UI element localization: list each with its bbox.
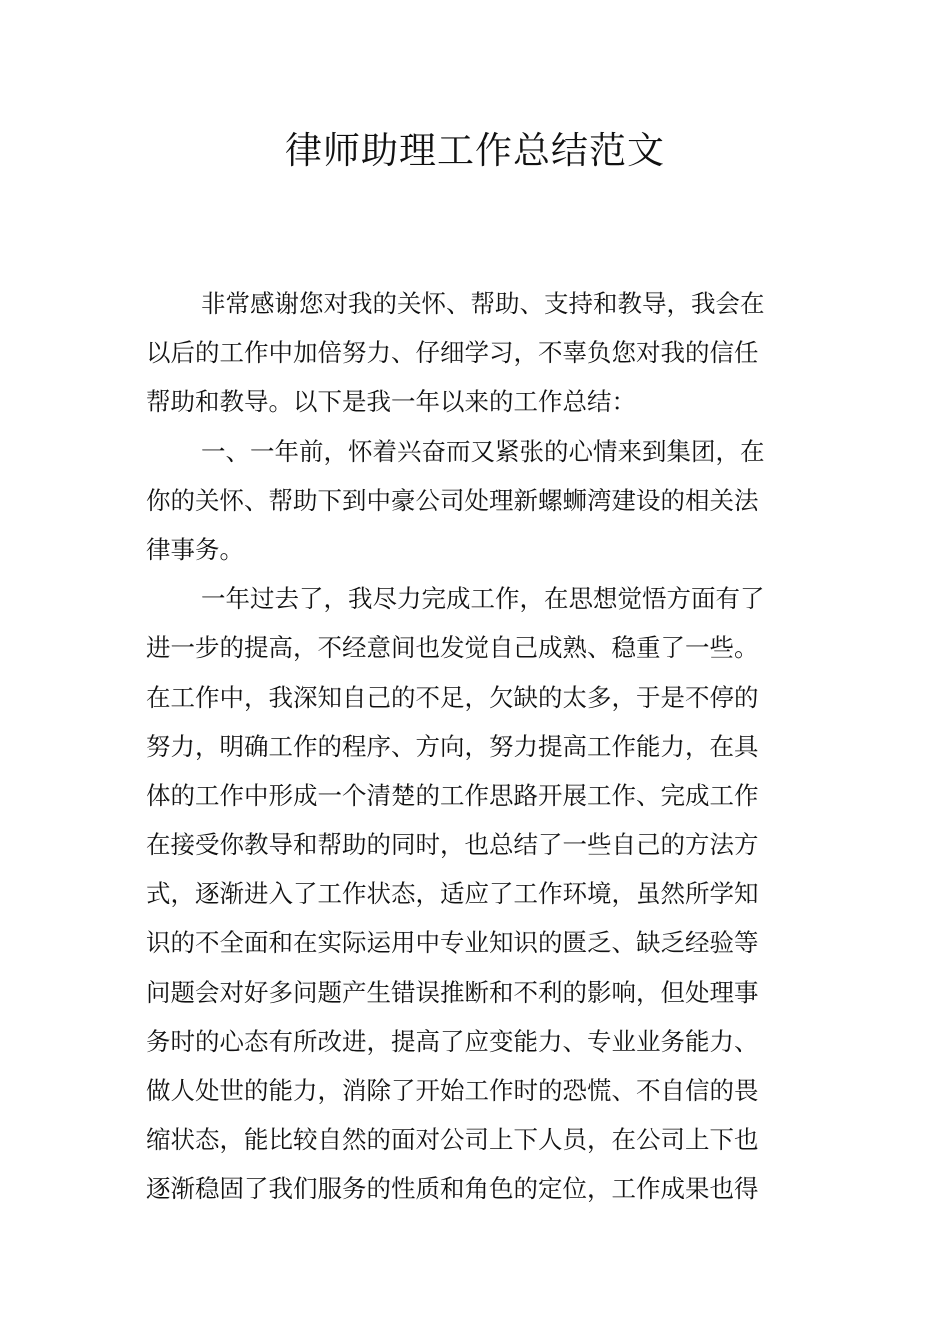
paragraph-line: 一、一年前，怀着兴奋而又紧张的心情来到集团，在 (201, 436, 765, 466)
paragraph-line: 逐渐稳固了我们服务的性质和角色的定位，工作成果也得 (146, 1174, 759, 1204)
document-title: 律师助理工作总结范文 (285, 129, 665, 172)
paragraph-line: 努力，明确工作的程序、方向，努力提高工作能力，在具 (146, 731, 759, 761)
paragraph-line: 你的关怀、帮助下到中豪公司处理新螺蛳湾建设的相关法 (146, 485, 759, 515)
paragraph-line: 一年过去了，我尽力完成工作，在思想觉悟方面有了 (201, 584, 765, 614)
paragraph-line: 做人处世的能力，消除了开始工作时的恐慌、不自信的畏 (146, 1076, 759, 1105)
paragraph-line: 问题会对好多问题产生错误推断和不利的影响，但处理事 (146, 977, 759, 1007)
paragraph-line: 在接受你教导和帮助的同时，也总结了一些自己的方法方 (146, 830, 759, 860)
paragraph-line: 以后的工作中加倍努力、仔细学习，不辜负您对我的信任 (146, 338, 759, 368)
paragraph-line: 式，逐渐进入了工作状态，适应了工作环境，虽然所学知 (146, 879, 759, 909)
paragraph-line: 进一步的提高，不经意间也发觉自己成熟、稳重了一些。 (146, 633, 759, 663)
paragraph-line: 务时的心态有所改进，提高了应变能力、专业业务能力、 (146, 1026, 759, 1056)
paragraph-line: 帮助和教导。以下是我一年以来的工作总结： (146, 387, 636, 417)
document-body (146, 279, 806, 1214)
paragraph-line: 识的不全面和在实际运用中专业知识的匮乏、缺乏经验等 (146, 928, 759, 958)
paragraph-line: 体的工作中形成一个清楚的工作思路开展工作、完成工作 (146, 780, 759, 810)
paragraph-line: 非常感谢您对我的关怀、帮助、支持和教导，我会在 (201, 289, 765, 318)
paragraph-line: 在工作中，我深知自己的不足，欠缺的太多，于是不停的 (146, 682, 759, 712)
paragraph-line: 律事务。 (146, 534, 244, 564)
paragraph-line: 缩状态，能比较自然的面对公司上下人员，在公司上下也 (146, 1125, 759, 1155)
